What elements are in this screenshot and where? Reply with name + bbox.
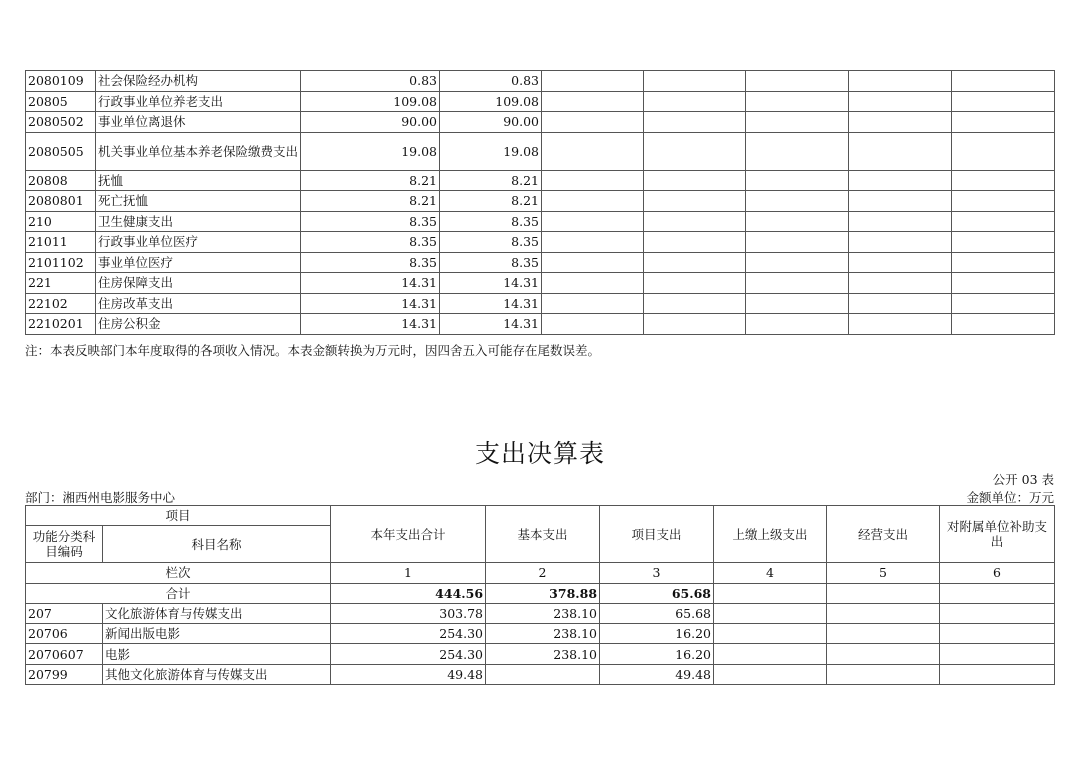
table-row xyxy=(26,314,1055,335)
empty-cell xyxy=(940,644,1055,664)
empty-cell xyxy=(746,232,849,253)
amount-cell: 303.78 xyxy=(331,603,486,623)
table-row xyxy=(26,293,1055,314)
empty-cell xyxy=(952,252,1055,273)
table-row xyxy=(26,91,1055,112)
empty-cell xyxy=(746,314,849,335)
table-row xyxy=(26,112,1055,133)
name-cell: 新闻出版电影 xyxy=(103,624,331,644)
empty-cell xyxy=(746,191,849,212)
empty-cell xyxy=(952,211,1055,232)
empty-cell xyxy=(644,132,746,170)
empty-cell xyxy=(714,603,827,623)
empty-cell xyxy=(644,211,746,232)
empty-cell xyxy=(644,293,746,314)
header-project: 项目支出 xyxy=(600,506,714,563)
table-row xyxy=(26,644,1055,664)
empty-cell xyxy=(827,624,940,644)
amount-cell: 14.31 xyxy=(301,314,440,335)
name-cell: 事业单位医疗 xyxy=(96,252,301,273)
empty-cell xyxy=(746,273,849,294)
empty-cell xyxy=(940,664,1055,684)
name-cell: 卫生健康支出 xyxy=(96,211,301,232)
header-business: 经营支出 xyxy=(827,506,940,563)
name-cell: 死亡抚恤 xyxy=(96,191,301,212)
empty-cell xyxy=(827,583,940,603)
amount-cell: 109.08 xyxy=(440,91,542,112)
name-cell: 事业单位离退休 xyxy=(96,112,301,133)
empty-cell xyxy=(746,132,849,170)
header-name: 科目名称 xyxy=(103,526,331,563)
empty-cell xyxy=(644,71,746,92)
amount-cell: 19.08 xyxy=(440,132,542,170)
amount-cell: 254.30 xyxy=(331,624,486,644)
amount-cell: 238.10 xyxy=(486,644,600,664)
empty-cell xyxy=(542,252,644,273)
empty-cell xyxy=(827,603,940,623)
name-cell: 行政事业单位医疗 xyxy=(96,232,301,253)
empty-cell xyxy=(827,644,940,664)
total-basic-cell: 378.88 xyxy=(486,583,600,603)
header-total: 本年支出合计 xyxy=(331,506,486,563)
header-col-3: 3 xyxy=(600,563,714,583)
empty-cell xyxy=(644,170,746,191)
empty-cell xyxy=(714,644,827,664)
amount-cell: 238.10 xyxy=(486,624,600,644)
amount-cell: 14.31 xyxy=(301,293,440,314)
code-cell: 20799 xyxy=(26,664,103,684)
code-cell: 20805 xyxy=(26,91,96,112)
empty-cell xyxy=(542,273,644,294)
empty-cell xyxy=(542,132,644,170)
empty-cell xyxy=(849,191,952,212)
name-cell: 住房保障支出 xyxy=(96,273,301,294)
empty-cell xyxy=(644,252,746,273)
empty-cell xyxy=(849,132,952,170)
empty-cell xyxy=(849,293,952,314)
empty-cell xyxy=(542,211,644,232)
empty-cell xyxy=(542,293,644,314)
code-cell: 21011 xyxy=(26,232,96,253)
amount-cell: 8.21 xyxy=(440,170,542,191)
empty-cell xyxy=(952,112,1055,133)
amount-cell: 16.20 xyxy=(600,624,714,644)
empty-cell xyxy=(542,232,644,253)
empty-cell xyxy=(849,112,952,133)
table-row xyxy=(26,624,1055,644)
empty-cell xyxy=(542,91,644,112)
table-row xyxy=(26,191,1055,212)
total-label: 合计 xyxy=(26,583,331,603)
amount-cell: 14.31 xyxy=(440,314,542,335)
name-cell: 行政事业单位养老支出 xyxy=(96,91,301,112)
amount-cell: 8.35 xyxy=(301,232,440,253)
empty-cell xyxy=(746,112,849,133)
code-cell: 2070607 xyxy=(26,644,103,664)
empty-cell xyxy=(849,170,952,191)
empty-cell xyxy=(644,314,746,335)
empty-cell xyxy=(542,170,644,191)
header-upper: 上缴上级支出 xyxy=(714,506,827,563)
empty-cell xyxy=(952,91,1055,112)
empty-cell xyxy=(940,603,1055,623)
empty-cell xyxy=(849,314,952,335)
empty-cell xyxy=(542,314,644,335)
code-cell: 210 xyxy=(26,211,96,232)
table-row xyxy=(26,664,1055,684)
empty-cell xyxy=(746,293,849,314)
name-cell: 文化旅游体育与传媒支出 xyxy=(103,603,331,623)
empty-cell xyxy=(746,71,849,92)
form-number: 公开 03 表 xyxy=(992,472,1054,487)
empty-cell xyxy=(952,170,1055,191)
code-cell: 221 xyxy=(26,273,96,294)
amount-cell: 14.31 xyxy=(301,273,440,294)
table-row xyxy=(26,273,1055,294)
empty-cell xyxy=(952,232,1055,253)
amount-cell: 8.35 xyxy=(301,211,440,232)
empty-cell xyxy=(952,293,1055,314)
empty-cell xyxy=(644,232,746,253)
table-row xyxy=(26,603,1055,623)
empty-cell xyxy=(542,71,644,92)
code-cell: 2210201 xyxy=(26,314,96,335)
empty-cell xyxy=(849,273,952,294)
amount-cell: 8.35 xyxy=(440,252,542,273)
name-cell: 抚恤 xyxy=(96,170,301,191)
empty-cell xyxy=(849,252,952,273)
name-cell: 机关事业单位基本养老保险缴费支出 xyxy=(96,132,301,170)
amount-cell: 109.08 xyxy=(301,91,440,112)
empty-cell xyxy=(827,664,940,684)
code-cell: 207 xyxy=(26,603,103,623)
amount-cell: 8.21 xyxy=(301,191,440,212)
amount-cell: 49.48 xyxy=(600,664,714,684)
amount-cell: 14.31 xyxy=(440,293,542,314)
empty-cell xyxy=(714,583,827,603)
department-label: 部门：湘西州电影服务中心 xyxy=(25,490,176,505)
code-cell: 22102 xyxy=(26,293,96,314)
amount-cell: 49.48 xyxy=(331,664,486,684)
empty-cell xyxy=(542,112,644,133)
empty-cell xyxy=(746,252,849,273)
code-cell: 2080801 xyxy=(26,191,96,212)
total-project-cell: 65.68 xyxy=(600,583,714,603)
table-row xyxy=(26,211,1055,232)
expenditure-table xyxy=(25,505,1055,685)
empty-cell xyxy=(714,664,827,684)
name-cell: 住房改革支出 xyxy=(96,293,301,314)
amount-cell: 90.00 xyxy=(301,112,440,133)
empty-cell xyxy=(849,211,952,232)
empty-cell xyxy=(746,170,849,191)
table-row xyxy=(26,252,1055,273)
amount-cell xyxy=(486,664,600,684)
amount-cell: 8.35 xyxy=(301,252,440,273)
header-col-2: 2 xyxy=(486,563,600,583)
empty-cell xyxy=(644,91,746,112)
table-row xyxy=(26,71,1055,92)
amount-cell: 14.31 xyxy=(440,273,542,294)
empty-cell xyxy=(849,71,952,92)
empty-cell xyxy=(746,91,849,112)
name-cell: 其他文化旅游体育与传媒支出 xyxy=(103,664,331,684)
empty-cell xyxy=(849,91,952,112)
code-cell: 2080109 xyxy=(26,71,96,92)
amount-cell: 8.35 xyxy=(440,232,542,253)
header-col-1: 1 xyxy=(331,563,486,583)
empty-cell xyxy=(952,273,1055,294)
total-cell: 444.56 xyxy=(331,583,486,603)
page-title: 支出决算表 xyxy=(474,439,605,468)
empty-cell xyxy=(542,191,644,212)
name-cell: 电影 xyxy=(103,644,331,664)
table-row xyxy=(26,232,1055,253)
header-col-5: 5 xyxy=(827,563,940,583)
empty-cell xyxy=(952,314,1055,335)
amount-cell: 8.35 xyxy=(440,211,542,232)
code-cell: 20706 xyxy=(26,624,103,644)
name-cell: 社会保险经办机构 xyxy=(96,71,301,92)
amount-cell: 19.08 xyxy=(301,132,440,170)
empty-cell xyxy=(644,273,746,294)
code-cell: 2080505 xyxy=(26,132,96,170)
empty-cell xyxy=(714,624,827,644)
header-subsidy: 对附属单位补助支出 xyxy=(940,506,1055,563)
table-row xyxy=(26,132,1055,170)
empty-cell xyxy=(644,112,746,133)
header-seq: 栏次 xyxy=(26,563,331,583)
amount-cell: 8.21 xyxy=(301,170,440,191)
name-cell: 住房公积金 xyxy=(96,314,301,335)
empty-cell xyxy=(952,71,1055,92)
amount-cell: 238.10 xyxy=(486,603,600,623)
amount-cell: 0.83 xyxy=(301,71,440,92)
header-basic: 基本支出 xyxy=(486,506,600,563)
header-col-4: 4 xyxy=(714,563,827,583)
table-row xyxy=(26,170,1055,191)
code-cell: 2080502 xyxy=(26,112,96,133)
amount-cell: 90.00 xyxy=(440,112,542,133)
empty-cell xyxy=(746,211,849,232)
amount-cell: 16.20 xyxy=(600,644,714,664)
code-cell: 20808 xyxy=(26,170,96,191)
code-cell: 2101102 xyxy=(26,252,96,273)
empty-cell xyxy=(940,583,1055,603)
header-code: 功能分类科目编码 xyxy=(26,526,103,563)
empty-cell xyxy=(849,232,952,253)
table-note: 注：本表反映部门本年度取得的各项收入情况。本表金额转换为万元时，因四舍五入可能存在尾数误差。 xyxy=(25,343,601,358)
amount-cell: 0.83 xyxy=(440,71,542,92)
header-item: 项目 xyxy=(26,506,331,526)
empty-cell xyxy=(952,191,1055,212)
empty-cell xyxy=(952,132,1055,170)
amount-cell: 8.21 xyxy=(440,191,542,212)
amount-unit-label: 金额单位：万元 xyxy=(966,490,1054,505)
empty-cell xyxy=(644,191,746,212)
amount-cell: 65.68 xyxy=(600,603,714,623)
income-table xyxy=(25,70,1055,335)
header-col-6: 6 xyxy=(940,563,1055,583)
empty-cell xyxy=(940,624,1055,644)
amount-cell: 254.30 xyxy=(331,644,486,664)
